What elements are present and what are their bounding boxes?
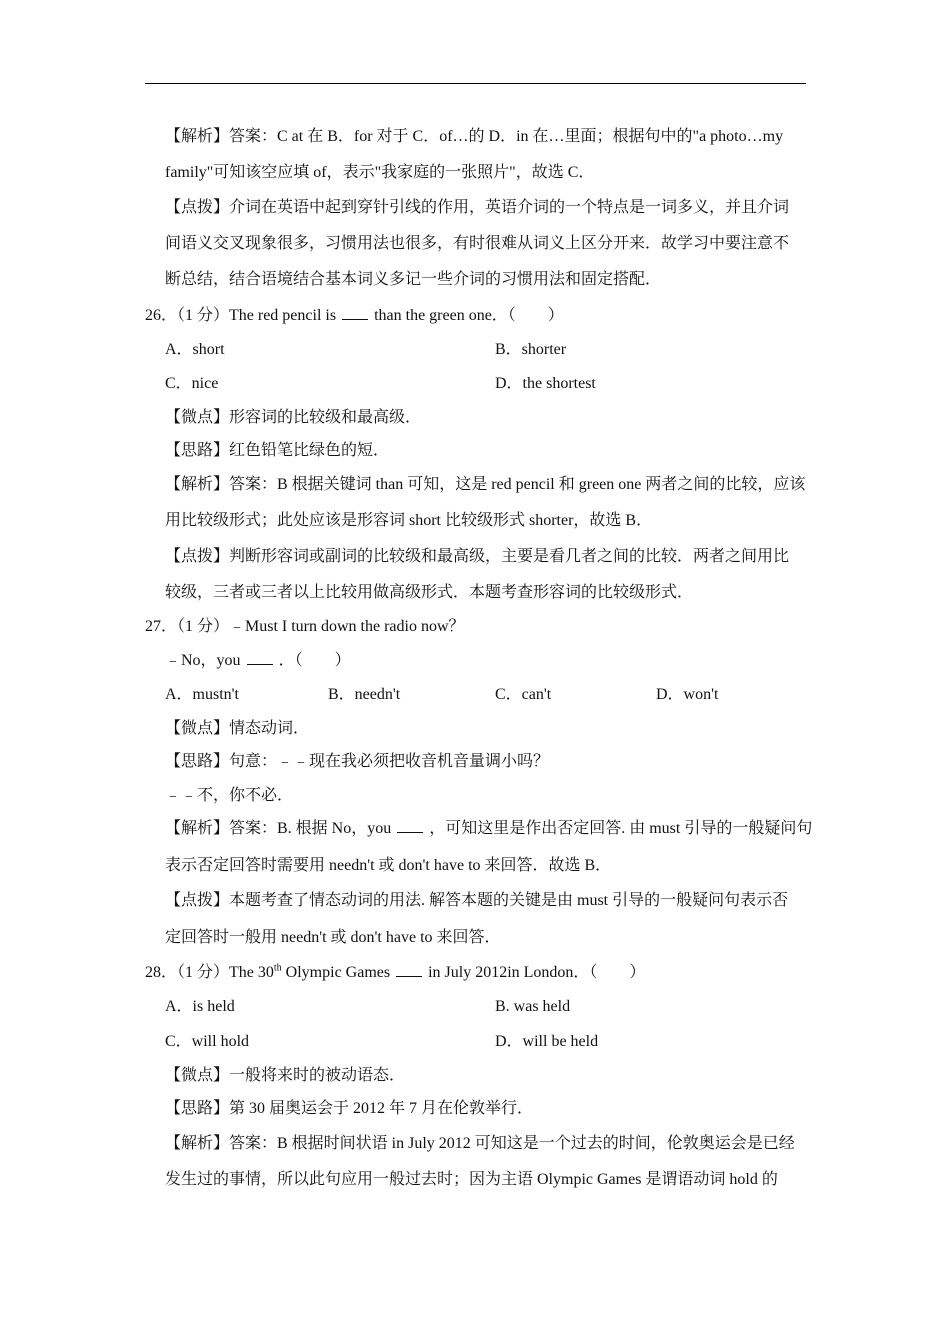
q27-blank (247, 652, 273, 665)
q26-option-b: B．shorter (495, 341, 567, 358)
q27-option-c: C．can't (495, 686, 552, 703)
header-rule (145, 83, 806, 84)
q28-stem-suffix: in July 2012in London．（ ） (428, 964, 646, 981)
q28-silu: 【思路】第 30 届奥运会于 2012 年 7 月在伦敦举行． (165, 1100, 534, 1117)
q26-jiexi-line1: 【解析】答案：B 根据关键词 than 可知，这是 red pencil 和 green one 两者之间的比较，应该 (165, 476, 806, 493)
q28-option-a: A．is held (165, 998, 235, 1015)
q25-dianbo-line2: 间语义交叉现象很多，习惯用法也很多，有时很难从词义上区分开来．故学习中要注意不 (165, 235, 790, 252)
q28-option-b: B. was held (495, 998, 571, 1015)
q27-stem-line1: 27．（1 分）﹣Must I turn down the radio now？ (145, 618, 465, 635)
q28-blank (396, 964, 422, 977)
q27-jiexi-line2: 表示否定回答时需要用 needn't 或 don't have to 来回答．故选 B． (165, 857, 612, 874)
q25-dianbo-line3: 断总结，结合语境结合基本词义多记一些介词的习惯用法和固定搭配． (165, 271, 662, 288)
q28-option-c: C．will hold (165, 1033, 250, 1050)
q27-jiexi-prefix: 【解析】答案：B. 根据 No，you (165, 820, 392, 837)
q28-ordinal-sup: th (273, 962, 282, 974)
q28-stem-mid: Olympic Games (281, 964, 391, 981)
q26-dianbo-line2: 较级，三者或三者以上比较用做高级形式．本题考查形容词的比较级形式． (165, 584, 694, 601)
q26-dianbo-line1: 【点拨】判断形容词或副词的比较级和最高级，主要是看几者之间的比较．两者之间用比 (165, 548, 790, 565)
q27-silu-line2: ﹣﹣不，你不必． (165, 787, 294, 804)
q28-stem (145, 963, 645, 983)
q27-dianbo-line1: 【点拨】本题考查了情态动词的用法. 解答本题的关键是由 must 引导的一般疑问句表示否 (165, 892, 789, 909)
q26-stem (145, 306, 564, 326)
q27-dianbo-line2: 定回答时一般用 needn't 或 don't have to 来回答． (165, 929, 501, 946)
q28-jiexi-line2: 发生过的事情，所以此句应用一般过去时；因为主语 Olympic Games 是谓语动词 hold 的 (165, 1171, 778, 1188)
q27-stem-suffix: ．（ ） (278, 652, 351, 669)
q27-jiexi-suffix: ，可知这里是作出否定回答. 由 must 引导的一般疑问句 (429, 820, 813, 837)
q26-option-d: D．the shortest (495, 375, 596, 392)
q28-stem-prefix: 28．（1 分）The 30 (145, 964, 274, 981)
q25-dianbo-line1: 【点拨】介词在英语中起到穿针引线的作用，英语介词的一个特点是一词多义，并且介词 (165, 199, 790, 216)
q27-option-b: B．needn't (328, 686, 401, 703)
q26-stem-suffix: than the green one．（ ） (374, 307, 564, 324)
q28-jiexi-line1: 【解析】答案：B 根据时间状语 in July 2012 可知这是一个过去的时间，伦敦奥运会是已经 (165, 1135, 795, 1152)
q28-weidian: 【微点】一般将来时的被动语态． (165, 1067, 406, 1084)
q25-jiexi-line1: 【解析】答案：C at 在 B．for 对于 C．of…的 D．in 在…里面；根据句中的"a photo…my (165, 128, 784, 145)
q26-blank (342, 307, 368, 320)
q28-option-d: D．will be held (495, 1033, 599, 1050)
q27-weidian: 【微点】情态动词． (165, 720, 310, 737)
q27-jiexi-blank (397, 820, 423, 833)
q27-stem-prefix: ﹣No，you (165, 652, 241, 669)
q27-jiexi-line1 (165, 819, 812, 839)
q27-option-d: D．won't (656, 686, 719, 703)
q27-stem-line2 (165, 651, 351, 671)
q26-option-c: C．nice (165, 375, 219, 392)
q26-weidian: 【微点】形容词的比较级和最高级． (165, 409, 422, 426)
q26-option-a: A．short (165, 341, 225, 358)
q26-silu: 【思路】红色铅笔比绿色的短． (165, 442, 390, 459)
q26-jiexi-line2: 用比较级形式；此处应该是形容词 short 比较级形式 shorter，故选 B． (165, 512, 653, 529)
q25-jiexi-line2: family"可知该空应填 of，表示"我家庭的一张照片"，故选 C． (165, 164, 595, 181)
q27-option-a: A．mustn't (165, 686, 240, 703)
q26-stem-prefix: 26．（1 分）The red pencil is (145, 307, 337, 324)
q27-silu-line1: 【思路】句意：﹣﹣现在我必须把收音机音量调小吗？ (165, 753, 550, 770)
